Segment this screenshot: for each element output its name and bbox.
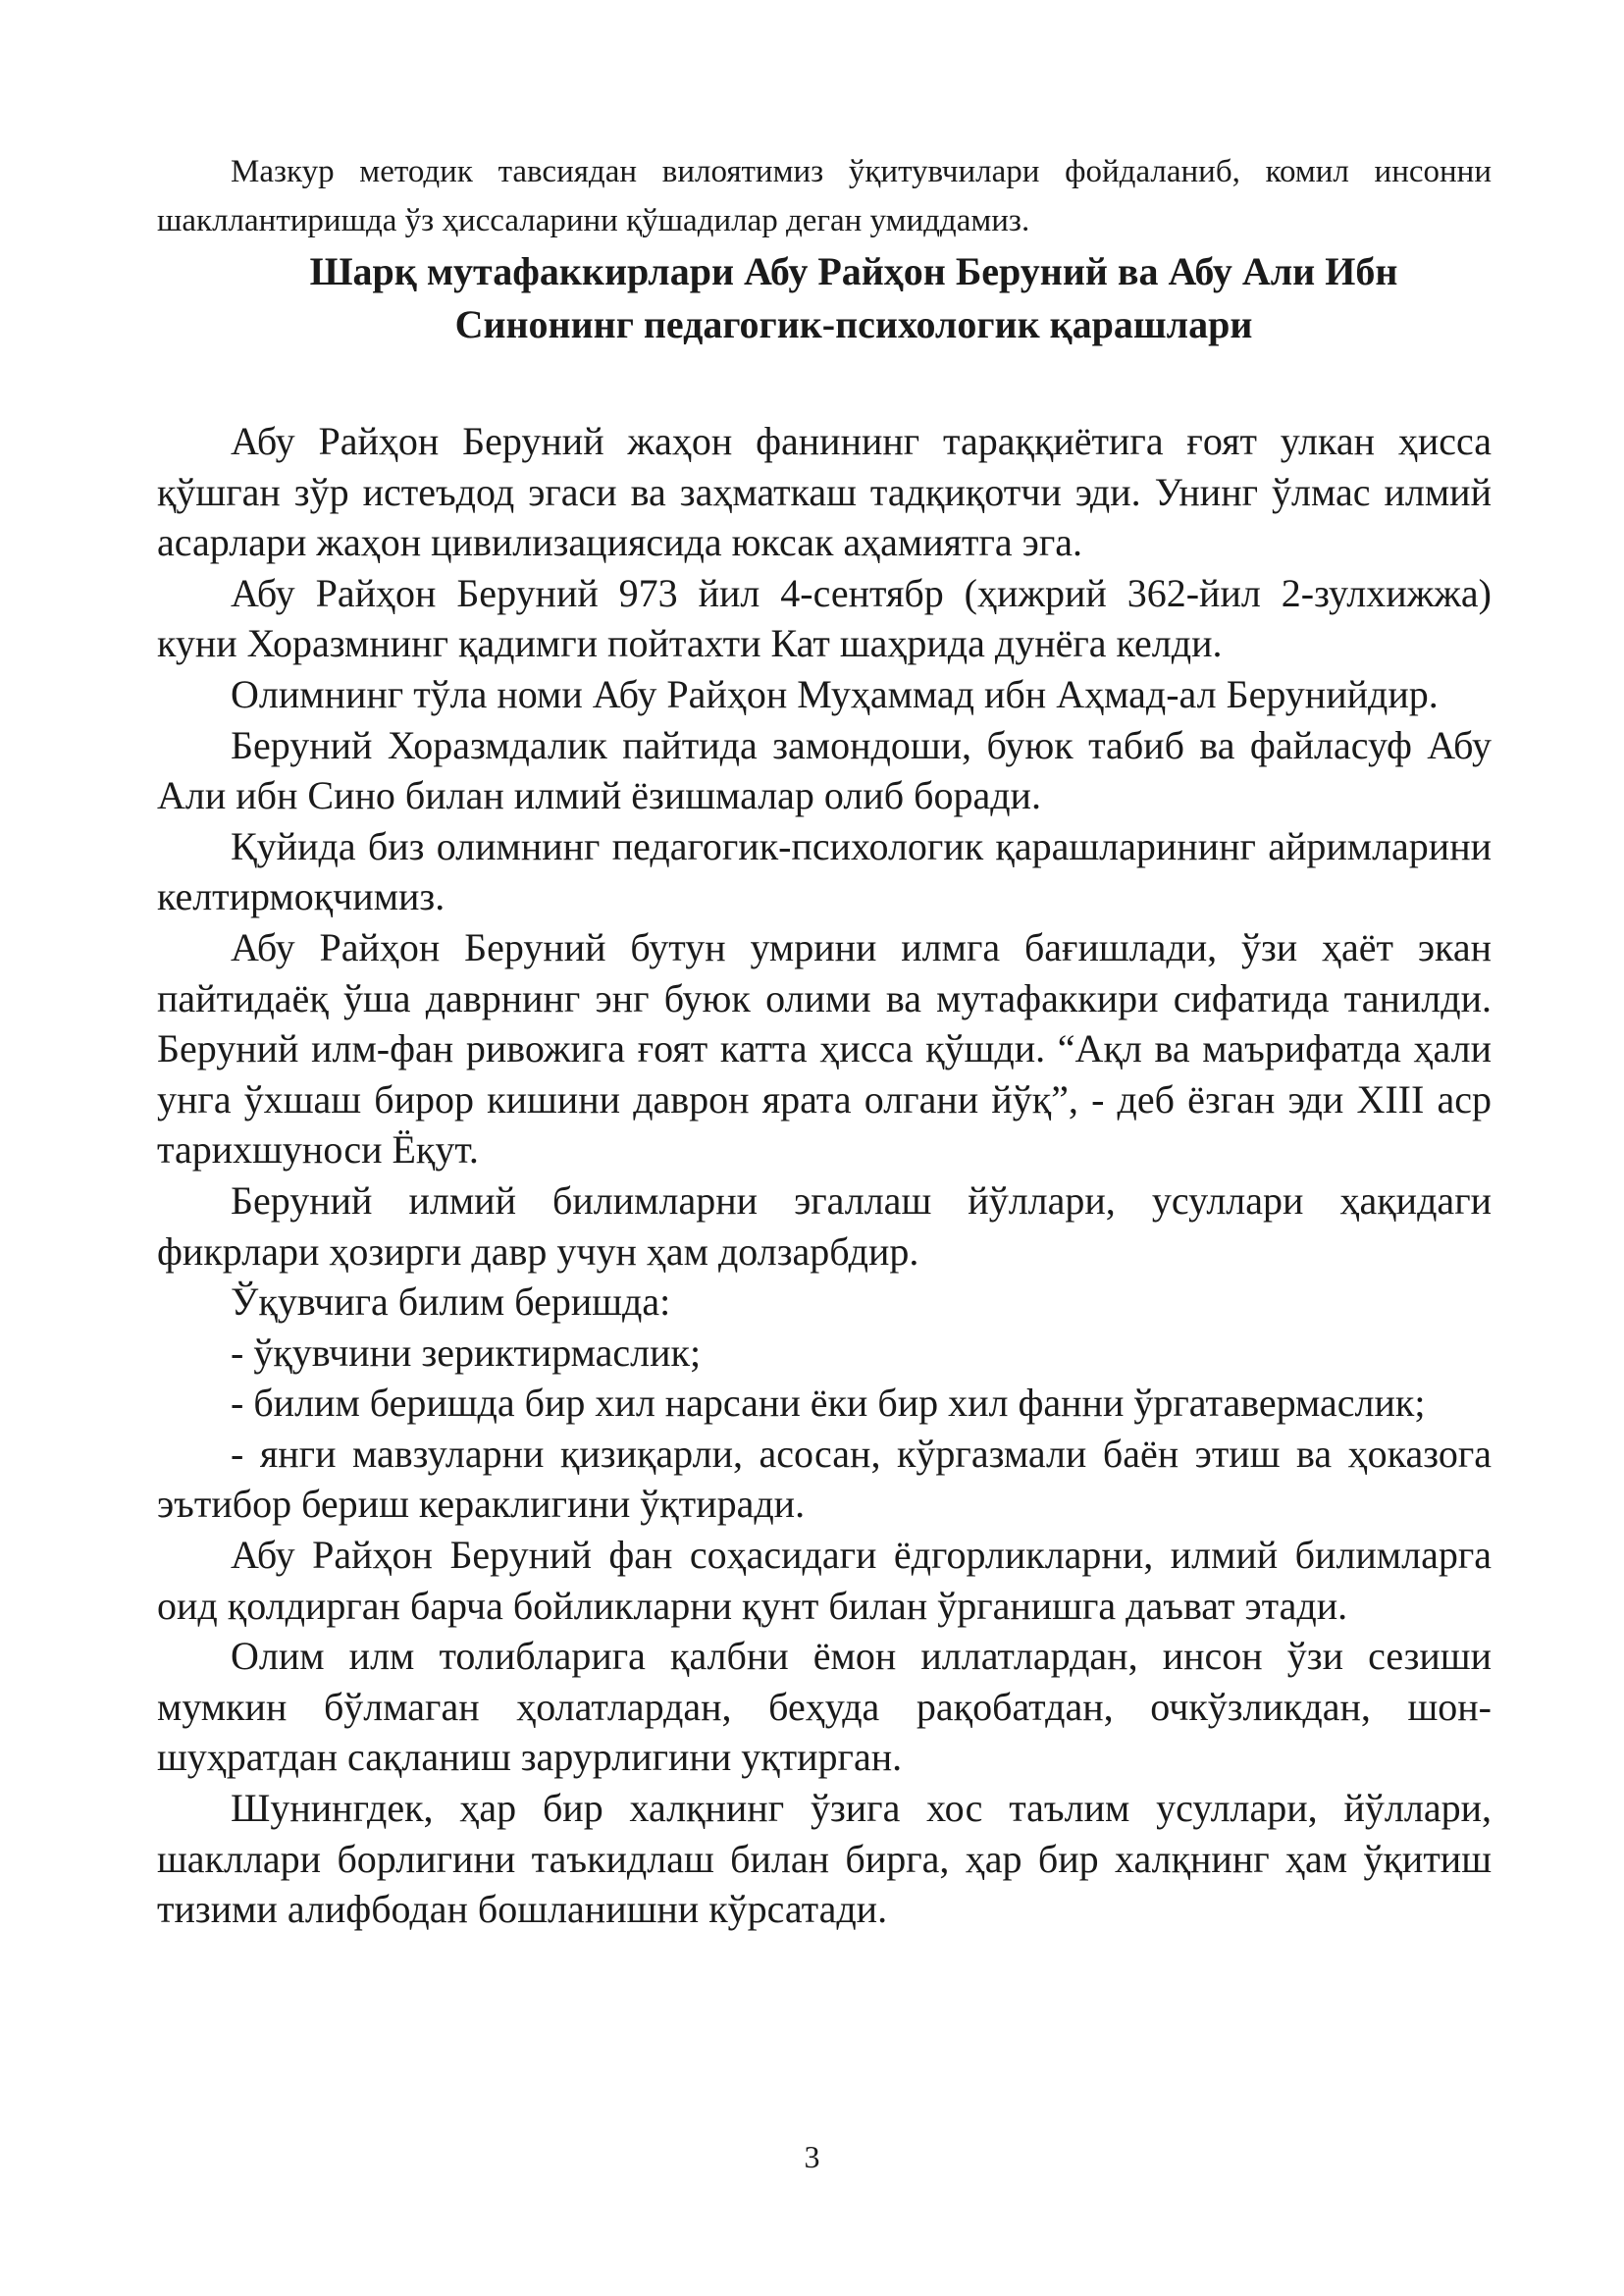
paragraph: Беруний илмий билимларни эгаллаш йўллари, усуллари ҳақидаги фикрлари ҳозирги давр учун ҳам долзарбдир. xyxy=(157,1177,1492,1274)
paragraph: Абу Райҳон Беруний 973 йил 4-сентябр (ҳижрий 362-йил 2-зулхижжа) куни Хоразмнинг қадимги пойтахти Кат шаҳрида дунёга келди. xyxy=(157,570,1492,666)
paragraph: Абу Райҳон Беруний жаҳон фанининг тараққиётига ғоят улкан ҳисса қўшган зўр истеъдод эгаси ва заҳматкаш тадқиқотчи эди. Унинг ўлмас илмий асарлари жаҳон цивилизациясида юксак аҳамиятга эга. xyxy=(157,419,1492,565)
paragraph: Абу Райҳон Беруний бутун умрини илмга бағишлади, ўзи ҳаёт экан пайтидаёқ ўша даврнинг энг буюк олими ва мутафаккири сифатида танилди. Беруний илм-фан ривожига ғоят катта ҳисса қўшди. “Ақл ва маърифатда ҳали унга ўхшаш бирор кишини даврон ярата олгани йўқ”, - деб ёзган эди XIII аср тарихшуноси Ёқут. xyxy=(157,924,1492,1173)
section-title-line-1: Шарқ мутафаккирлари Абу Райҳон Беруний ва Абу Али Ибн xyxy=(309,249,1398,293)
paragraph: Шунингдек, ҳар бир халқнинг ўзига хос таълим усуллари, йўллари, шакллари борлигини таъкидлаш билан бирга, ҳар бир халқнинг ҳам ўқитиш тизими алифбодан бошланишни кўрсатади. xyxy=(157,1786,1492,1932)
section-title xyxy=(157,245,1492,351)
paragraph: Олим илм толибларига қалбни ёмон иллатлардан, инсон ўзи сезиши мумкин бўлмаган ҳолатлардан, беҳуда рақобатдан, очкўзликдан, шон-шуҳратдан сақланиш зарурлигини уқтирган. xyxy=(157,1634,1492,1780)
paragraph: Олимнинг тўла номи Абу Райҳон Муҳаммад ибн Аҳмад-ал Берунийдир. xyxy=(231,671,1439,716)
list-item: - янги мавзуларни қизиқарли, асосан, кўргазмали баён этиш ва ҳоказога эътибор бериш кераклигини ўқтиради. xyxy=(157,1431,1492,1527)
intro-paragraph: Мазкур методик тавсиядан вилоятимиз ўқитувчилари фойдаланиб, комил инсонни шакллантиришда ўз ҳиссаларини қўшадилар деган умиддамиз. xyxy=(157,154,1492,238)
page-number: 3 xyxy=(804,2139,820,2174)
paragraph: Ўқувчига билим беришда: xyxy=(231,1279,671,1325)
paragraph: Абу Райҳон Беруний фан соҳасидаги ёдгорликларни, илмий билимларга оид қолдирган барча бойликларни қунт билан ўрганишга даъват этади. xyxy=(157,1533,1492,1628)
body-text xyxy=(157,416,1492,1935)
section-title-line-2: Синонинг педагогик-психологик қарашлари xyxy=(454,302,1253,346)
paragraph: Қуйида биз олимнинг педагогик-психологик қарашларининг айримларини келтирмоқчимиз. xyxy=(157,823,1492,919)
document-page xyxy=(157,147,1492,1935)
list-item: - билим беришда бир хил нарсани ёки бир хил фанни ўргатавермаслик; xyxy=(231,1381,1426,1426)
list-item: - ўқувчини зериктирмаслик; xyxy=(231,1330,702,1375)
paragraph: Беруний Хоразмдалик пайтида замондоши, буюк табиб ва файласуф Абу Али ибн Сино билан илмий ёзишмалар олиб боради. xyxy=(157,722,1492,818)
